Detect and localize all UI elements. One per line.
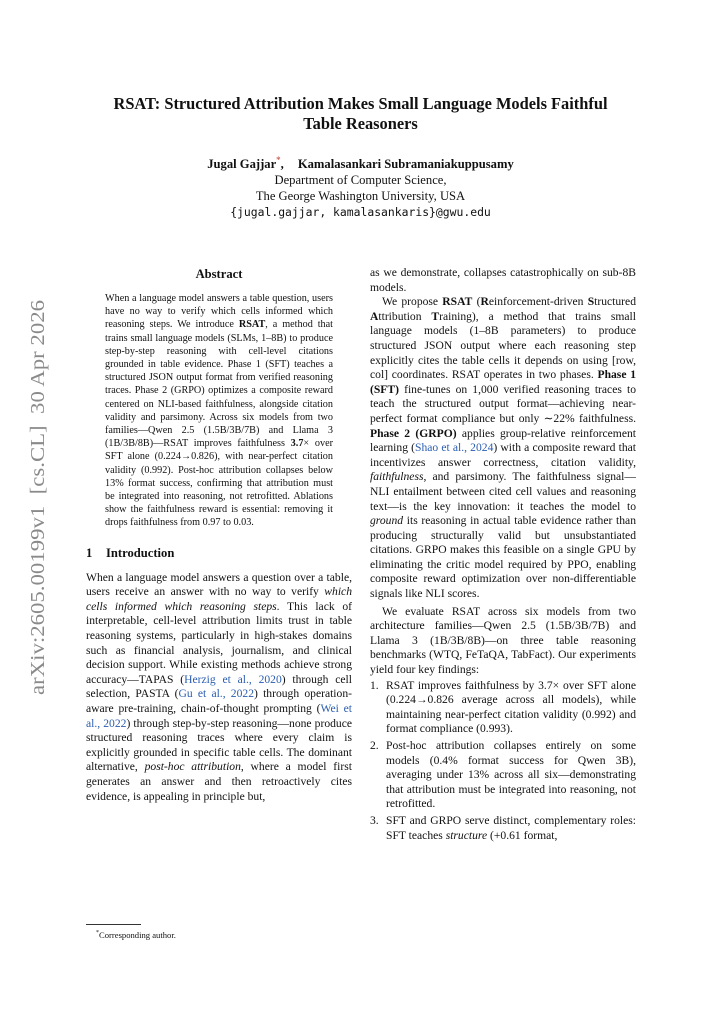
affiliation-university: The George Washington University, USA (255, 189, 466, 203)
citation-link[interactable]: Gu et al., 2022 (178, 687, 254, 701)
paper-title (80, 94, 641, 134)
method-text: ( (472, 295, 481, 309)
abstract-body (105, 292, 333, 530)
author-name: Kamalasankari Subramaniakuppusamy (297, 157, 514, 171)
section-number: 1 (86, 545, 93, 560)
method-emphasis: faithfulness (370, 470, 424, 484)
acronym-letter: R (480, 295, 489, 309)
phase-label: Phase 2 (GRPO) (370, 426, 457, 440)
list-number: 3. (370, 813, 379, 827)
finding-text: (+0.61 format, (487, 828, 558, 842)
intro-text: , where a model first generates an answer and then retroactively cites evidence, is appealing in principle but, (86, 760, 352, 803)
acronym-letter: S (587, 295, 595, 309)
finding-item (370, 814, 636, 843)
citation-link[interactable]: Herzig et al., 2020 (184, 672, 282, 686)
method-text: ttribution (378, 309, 432, 323)
abstract-heading: Abstract (195, 267, 243, 281)
phase-label: Phase 1 (SFT) (370, 368, 636, 396)
finding-item (370, 739, 636, 812)
method-paragraph (370, 295, 636, 601)
method-text: its reasoning in actual table evidence rather than producing structurally valid but unsubstantiated citations. GRPO makes this feasible on a single GPU by eliminating the critic model required by PPO, enabling composite reward optimization over non-differentiable signals like NLI scores. (370, 514, 636, 601)
findings-list (370, 679, 636, 844)
method-text: fine-tunes on 1,000 verified reasoning traces to teach the structured output format—achieving near-perfect format compliance but only ∼22% faithfulness. (370, 382, 636, 425)
method-text: einforcement-driven (488, 295, 588, 309)
abstract-text: , a method that trains small language models (SLMs, 1–8B) to produce step-by-step reasoning with cell-level citations grounded in table evidence. Phase 1 (SFT) teaches a structured JSON output format from verified reasoning traces. Phase 2 (GRPO) optimizes a composite reward centered on NLI-based faithfulness, alongside citation validity and parsimony. Across six models from two families—Qwen 2.5 (1.5B/3B/7B) and Llama 3 (1B/3B/8B)—RSAT improves faithfulness (105, 319, 333, 450)
intro-emphasis: post-hoc attribution (144, 760, 241, 774)
author-email: {jugal.gajjar, kamalasankaris}@gwu.edu (230, 205, 491, 219)
intro-text: ) through operation-aware pre-training, chain-of-thought prompting ( (86, 687, 352, 715)
acronym-letter: A (370, 309, 379, 323)
right-paragraph: as we demonstrate, collapses catastrophically on sub-8B models. (370, 266, 636, 294)
arxiv-identifier-stamp (22, 300, 52, 695)
method-text: applies group-relative reinforcement learning ( (370, 426, 636, 455)
abstract-method-name: RSAT (238, 319, 266, 331)
method-text: raining), a method that trains small language models (1–8B parameters) to produce structured JSON output where each reasoning step explicitly cites the table cells it depends on using [row, col] coordinates. RSAT operates in two phases. (370, 309, 636, 382)
intro-text: When a language model answers a question over a table, users receive an answer with no way to verify (86, 570, 352, 599)
finding-emphasis: structure (445, 828, 488, 842)
finding-text: SFT and GRPO serve distinct, complementary roles: SFT teaches (386, 813, 636, 842)
intro-text: ) through cell selection, PASTA ( (86, 672, 352, 701)
right-column (370, 266, 636, 845)
acronym-letter: T (431, 309, 440, 323)
method-text: ) with a composite reward that incentivizes answer correctness, citation validity, (370, 441, 636, 469)
evaluation-paragraph: We evaluate RSAT across six models from two architecture families—Qwen 2.5 (1.5B/3B/7B) and Llama 3 (1B/3B/8B)—on three table reasoning benchmarks (WTQ, FeTaQA, TabFact). Our experiments yield four key findings: (370, 604, 636, 677)
abstract-improvement-figure: 3.7 (290, 438, 304, 450)
footnote-mark: * (96, 930, 99, 936)
abstract-text: × over SFT alone (0.224→0.826), with near-perfect citation validity (0.992). Post-hoc attribution collapses below 13% format success, confirming that attribution must be integrated into reasoning, not retrofitted. Ablations show the faithfulness reward is essential: removing it drops faithfulness from 0.97 to 0.03. (105, 438, 333, 529)
intro-paragraph (86, 571, 352, 805)
corresponding-author-mark[interactable]: * (276, 155, 281, 165)
title-line-2: Table Reasoners (303, 114, 418, 133)
citation-link[interactable]: Shao et al., 2024 (415, 441, 494, 455)
footnote-rule (86, 924, 141, 925)
intro-emphasis: which cells informed which reasoning steps (86, 585, 352, 613)
footnote-text: Corresponding author. (99, 929, 176, 940)
left-column (86, 266, 352, 804)
list-number: 1. (370, 678, 379, 692)
method-text: We propose (382, 295, 443, 309)
method-name: RSAT (442, 295, 473, 309)
finding-text: RSAT improves faithfulness by 3.7× over SFT alone (0.224→0.826 average across all models), while maintaining near-perfect citation validity (0.992) and format compliance (0.993). (386, 678, 636, 736)
method-emphasis: ground (370, 514, 404, 528)
title-block (80, 94, 641, 220)
affiliation-department: Department of Computer Science, (274, 173, 447, 187)
author-name: Jugal Gajjar (207, 157, 277, 171)
finding-text: Post-hoc attribution collapses entirely on some models (0.4% format success for Qwen 3B), averaging under 13% across all six—demonstrating that attribution must be integrated into reasoning, not retrofitted. (386, 739, 636, 811)
footnote (96, 928, 176, 941)
title-line-1: RSAT: Structured Attribution Makes Small Language Models Faithful (113, 94, 608, 113)
author-list (80, 152, 641, 172)
intro-text: . This lack of interpretable, cell-level attribution limits trust in table reasoning systems, particularly in high-stakes domains such as financial analysis, journalism, and clinical decision support. While existing methods achieve strong accuracy—TAPAS ( (86, 599, 352, 686)
arxiv-stamp-text: arXiv:2605.00199v1 [cs.CL] 30 Apr 2026 (27, 339, 49, 695)
abstract-text: When a language model answers a table question, users have no way to verify which cells informed which reasoning steps. We introduce (105, 293, 333, 331)
list-number: 2. (370, 739, 379, 752)
author-separator: , (280, 157, 284, 171)
method-text: tructured (594, 295, 636, 309)
citation-link[interactable]: Wei et al., 2022 (86, 702, 352, 730)
section-title: Introduction (106, 545, 175, 560)
finding-item (370, 679, 636, 737)
method-text: , and parsimony. The faithfulness signal—NLI entailment between cited cell values and reasoning text—is the key innovation: it teaches the model to (370, 470, 636, 513)
intro-text: ) through step-by-step reasoning—none produce structured reasoning traces where every claim is explicitly grounded in specific table cells. The dominant alternative, (86, 716, 352, 774)
section-heading-introduction (86, 545, 352, 561)
